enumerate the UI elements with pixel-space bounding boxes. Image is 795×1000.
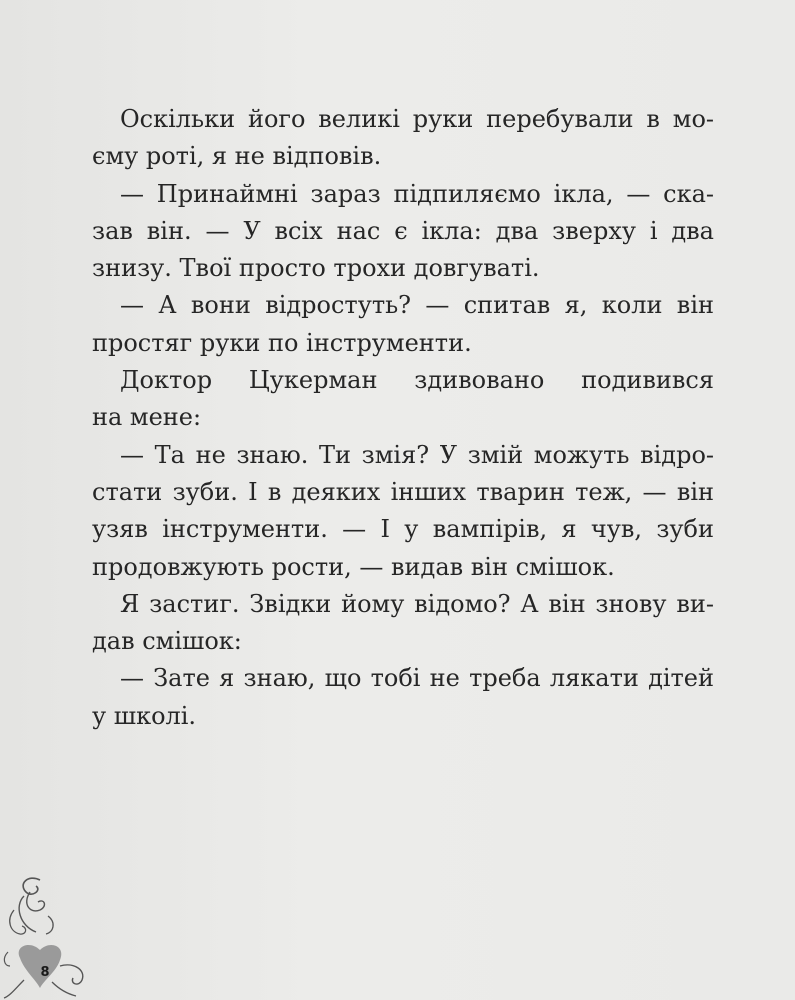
text-line: Оскільки його великі руки перебували в мо- (120, 105, 714, 133)
text-line: Я застиг. Звідки йому відомо? А він знову ви- (120, 589, 714, 618)
text-line: — А вони відростуть? — спитав я, коли він (120, 291, 714, 320)
body-text (92, 101, 714, 735)
text-line: — Зате я знаю, що тобі не треба лякати дітей (120, 664, 714, 693)
text-line: продовжують рости, — видав він смішок. (92, 552, 615, 581)
text-line: стати зуби. І в деяких інших тварин теж, — він (92, 477, 714, 506)
text-line: дав смішок: (92, 627, 242, 656)
text-line: зав він. — У всіх нас є ікла: два зверху і два (92, 216, 714, 245)
text-line: на мене: (92, 403, 202, 432)
text-line: у школі. (92, 701, 197, 730)
text-line: — Принаймні зараз підпиляємо ікла, — ска- (120, 179, 714, 208)
swirl-ornament-icon (0, 870, 120, 1000)
text-line: — Та не знаю. Ти змія? У змій можуть відро- (120, 440, 714, 469)
page-number: 8 (40, 965, 50, 980)
text-line: простяг руки по інструменти. (92, 328, 472, 357)
text-line: узяв інструменти. — І у вампірів, я чув, зуби (92, 515, 714, 544)
text-line: знизу. Твої просто трохи довгуваті. (92, 254, 540, 283)
text-line: єму роті, я не відповів. (92, 142, 382, 171)
text-line: Доктор Цукерман здивовано подивився (120, 366, 714, 395)
